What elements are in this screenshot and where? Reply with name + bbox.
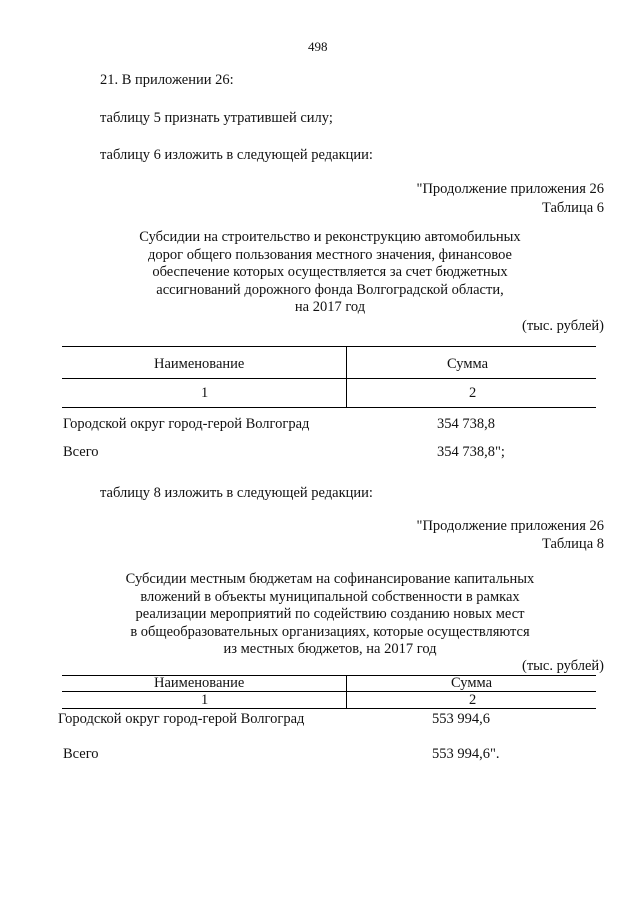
table8-rule-bottom — [62, 708, 596, 709]
line-table5: таблицу 5 признать утратившей силу; — [100, 110, 333, 126]
table6-title-line: обеспечение которых осуществляется за счет бюджетных — [152, 264, 508, 280]
table6-header-name: Наименование — [154, 356, 245, 372]
table8-title-line: в общеобразовательных организациях, которые осуществляются — [130, 623, 530, 640]
table8-label: Таблица 8 — [541, 536, 604, 552]
table6-title-line: Субсидии на строительство и реконструкцию автомобильных — [139, 229, 521, 245]
line-table8: таблицу 8 изложить в следующей редакции: — [100, 485, 373, 501]
table8-row-name: Городской округ город-герой Волгоград — [58, 711, 305, 727]
table6-rule-bottom — [62, 407, 596, 408]
table6-row-name: Городской округ город-герой Волгоград — [63, 416, 310, 432]
table6-total-amount: 354 738,8"; — [437, 444, 505, 460]
table6-title-line: дорог общего пользования местного значения, финансовое — [148, 246, 512, 263]
table6-units: (тыс. рублей) — [522, 318, 604, 334]
table6-title-line: на 2017 год — [294, 299, 366, 315]
table8-colnum-1: 1 — [201, 692, 209, 708]
table8-title-line: Субсидии местным бюджетам на софинансирование капитальных — [125, 571, 535, 587]
table8-title-line: реализации мероприятий по содействию созданию новых мест — [135, 606, 525, 622]
table6-label: Таблица 6 — [541, 200, 604, 216]
table6-title-line: ассигнований дорожного фонда Волгоградской области, — [156, 281, 504, 298]
table8-title — [60, 571, 600, 659]
table8-total-name: Всего — [63, 746, 99, 762]
paragraph-21: 21. В приложении 26: — [100, 72, 234, 88]
table8-title-line: из местных бюджетов, на 2017 год — [223, 641, 437, 657]
table6-col-divider — [346, 346, 347, 407]
table8-rule-top — [62, 675, 596, 676]
table8-header-name: Наименование — [154, 675, 245, 691]
table6-colnum-2: 2 — [469, 385, 477, 401]
page-number: 498 — [308, 39, 328, 54]
table6-rule-mid — [62, 378, 596, 379]
table8-row-amount: 553 994,6 — [432, 711, 490, 727]
table6-colnum-1: 1 — [201, 385, 209, 401]
table8-units: (тыс. рублей) — [522, 658, 604, 674]
table6-title — [60, 229, 600, 317]
line-table6: таблицу 6 изложить в следующей редакции: — [100, 147, 373, 163]
table8-rule-mid — [62, 691, 596, 692]
table8-col-divider — [346, 675, 347, 708]
table6-rule-top — [62, 346, 596, 347]
table6-continuation: "Продолжение приложения 26 — [416, 181, 604, 197]
table8-header-sum: Сумма — [451, 675, 493, 691]
table6-total-name: Всего — [63, 444, 99, 460]
table6-row-amount: 354 738,8 — [437, 416, 495, 432]
table6-header-sum: Сумма — [447, 356, 489, 372]
table8-colnum-2: 2 — [469, 692, 477, 708]
table8-continuation: "Продолжение приложения 26 — [416, 518, 604, 534]
table8-title-line: вложений в объекты муниципальной собственности в рамках — [140, 588, 520, 605]
table8-total-amount: 553 994,6". — [432, 746, 500, 762]
